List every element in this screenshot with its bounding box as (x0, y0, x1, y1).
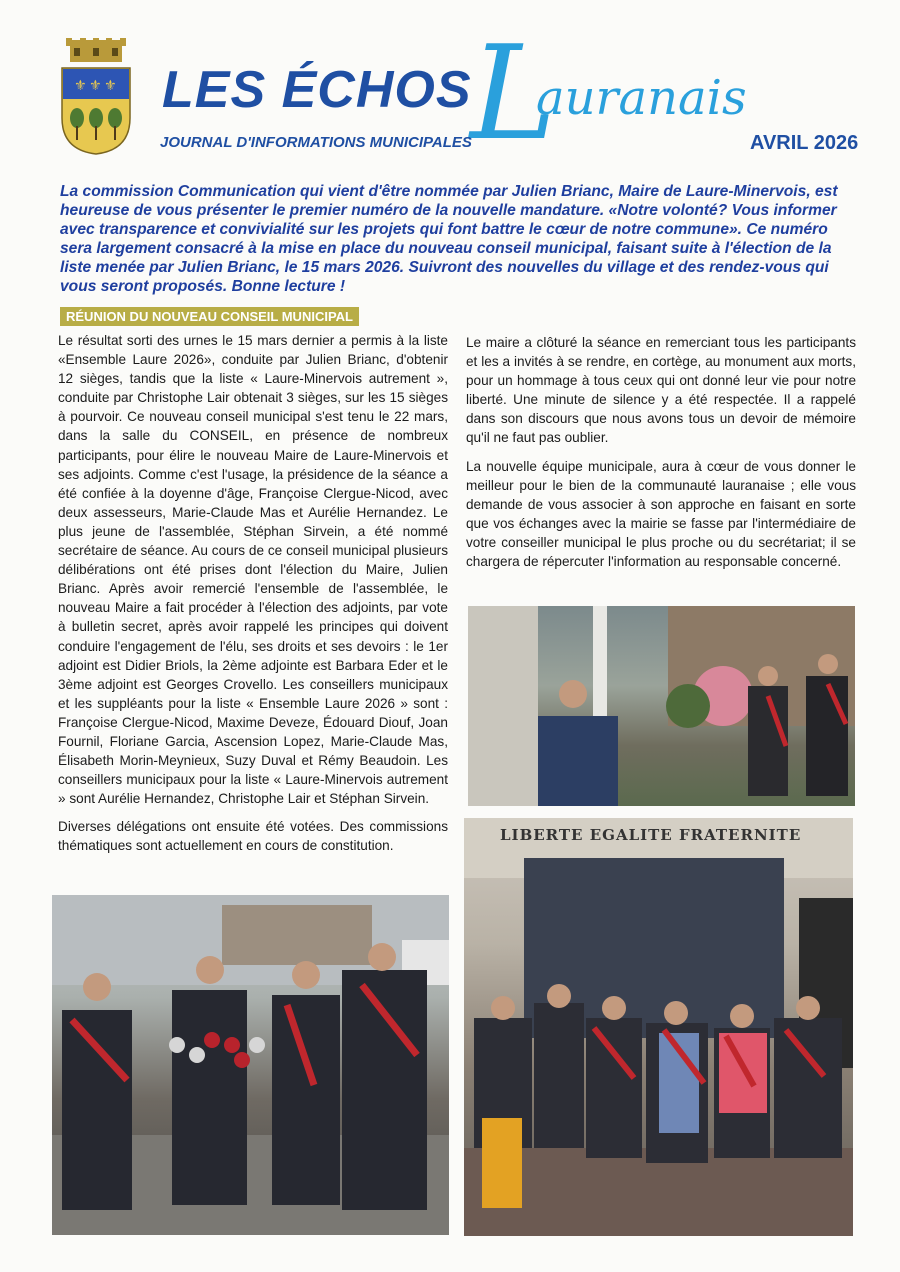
right-column (466, 333, 856, 580)
stone-inscription: LIBERTE EGALITE FRATERNITE (500, 826, 802, 844)
masthead-script-title: auranais (536, 70, 747, 126)
coat-of-arms-icon (60, 38, 132, 156)
paragraph: Le maire a clôturé la séance en remerciant tous les participants et les a invités à se rendre, en cortège, au monument aux morts, pour un hommage à tous ceux qui ont donné leur vie pour notre liberté. Une minute de silence y a été respectée. Il a rappelé dans son discours que nous avons tous un devoir de mémoire qu'il ne faut pas oublier. (466, 335, 856, 446)
photo-procession (52, 895, 449, 1235)
intro-paragraph: La commission Communication qui vient d'être nommée par Julien Brianc, Maire de Laure-Minervois, est heureuse de vous présenter le premier numéro de la nouvelle mandature. «Notre volonté? Vous informer avec transparence et convivialité sur les projets qui font battre le cœur de notre commune». Ce numéro sera largement consacré à la mise en place du nouveau conseil municipal, faisant suite à l'élection de la liste menée par Julien Brianc, le 15 mars 2026. Suivront des nouvelles du village et des rendez-vous qui vous seront proposés. Bonne lecture ! (60, 183, 838, 295)
svg-text:⚜: ⚜ (104, 78, 117, 94)
issue-date: AVRIL 2026 (750, 132, 859, 154)
photo-monument-ceremony (468, 606, 855, 806)
photo-town-hall-group (464, 818, 853, 1236)
svg-text:⚜: ⚜ (74, 78, 87, 94)
masthead-subtitle: JOURNAL D'INFORMATIONS MUNICIPALES (160, 134, 472, 151)
paragraph: Le résultat sorti des urnes le 15 mars dernier a permis à la liste «Ensemble Laure 2026», conduite par Julien Brianc, d'obtenir 12 sièges, tandis que la liste « Laure-Minervois autrement », conduite par Christophe Lair obtenait 3 sièges, sur les 15 sièges à pourvoir. Ce nouveau conseil municipal s'est tenu le 22 mars, dans la salle du CONSEIL, en présence de nombreux participants, pour élire le nouveau Maire de Laure-Minervois et ses adjoints. Comme c'est l'usage, la présidence de la séance a été confiée à la doyenne d'âge, Françoise Clergue-Nicod, avec deux assesseurs, Marie-Claude Mas et Aurélie Hernandez. Le plus jeune de l'assemblée, Stéphan Sirvein, a été nommé secrétaire de séance. Au cours de ce conseil municipal plusieurs délibérations ont été prises dont l'élection du Maire, Julien Brianc. Après avoir remercié l'ensemble de l'assemblée, le nouveau Maire a fait procéder à l'élection des adjoints, par vote à bulletin secret, après avoir rappelé les principes qui doivent conduire l'engagement de l'élu, ses droits et ses devoirs : le 1er adjoint est Didier Briols, la 2ème adjointe est Barbara Eder et le 3ème adjoint est Georges Crovello. Les conseillers municipaux et les suppléants pour la liste « Ensemble Laure 2026 » sont : Françoise Clergue-Nicod, Maxime Deveze, Édouard Diouf, Joan Fournil, Floriane Garcia, Ascension Lopez, Marie-Claude Mas, Élisabeth Morin-Meynieux, Suzy Duval et Rémy Beaudoin. Les conseillers municipaux pour la liste « Laure-Minervois autrement » sont Aurélie Hernandez, Christophe Lair et Stéphan Sirvein. (58, 333, 448, 807)
section-heading: RÉUNION DU NOUVEAU CONSEIL MUNICIPAL (60, 307, 359, 326)
masthead-script-initial: L (470, 17, 557, 169)
paragraph: La nouvelle équipe municipale, aura à cœur de vous donner le meilleur pour le bien de la communauté lauranaise ; elle vous demande de vous associer à son approche en faisant en sorte que vos échanges avec la mairie se fasse par l'intermédiaire de votre conseiller municipal le plus proche ou du secrétariat; il se chargera de répercuter l'information au responsable concerné. (466, 458, 856, 570)
paragraph: Diverses délégations ont ensuite été votées. Des commissions thématiques sont actuellement en cours de constitution. (58, 819, 448, 854)
svg-text:⚜: ⚜ (89, 78, 102, 94)
left-column (58, 331, 448, 865)
masthead-title: LES ÉCHOS (162, 61, 472, 119)
